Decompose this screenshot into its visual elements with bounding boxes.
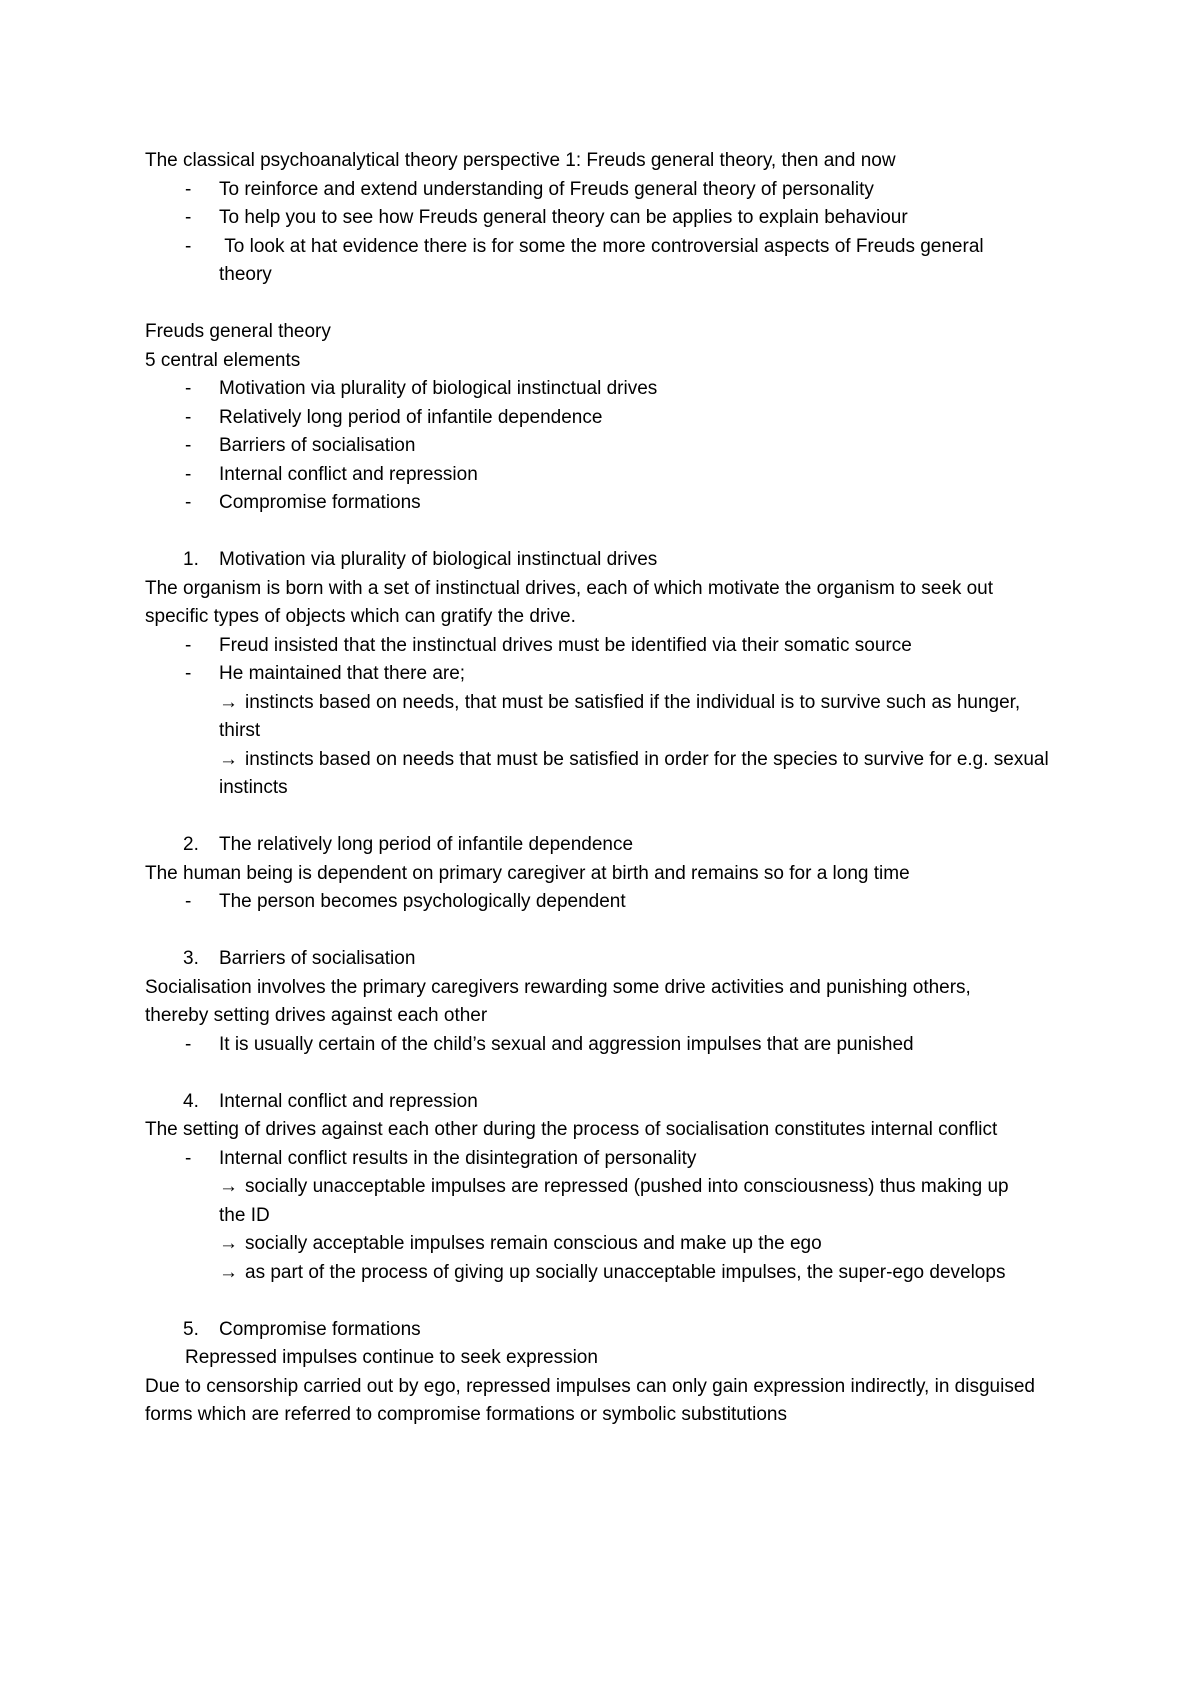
- arrow-text: socially acceptable impulses remain conscious and make up the ego: [245, 1233, 822, 1254]
- section-2-paragraph: The human being is dependent on primary caregiver at birth and remains so for a long time: [145, 862, 910, 884]
- section-2-heading: [145, 831, 1065, 860]
- intro-bullet-text: To help you to see how Freuds general theory can be applies to explain behaviour: [219, 207, 908, 228]
- dash-marker: -: [185, 663, 192, 684]
- section-title: Motivation via plurality of biological instinctual drives: [219, 549, 658, 570]
- dash-marker: -: [185, 178, 192, 200]
- bullet-text: Freud insisted that the instinctual drives must be identified via their somatic source: [219, 634, 912, 656]
- section-3-bullet: [145, 1031, 1065, 1060]
- arrow-text: instincts based on needs, that must be satisfied if the individual is to survive such as hunger, thirst: [219, 691, 1021, 741]
- section-2-bullet: [145, 888, 1065, 917]
- dash-marker: -: [185, 207, 192, 228]
- element-bullet: [145, 489, 1065, 518]
- dash-marker: -: [185, 463, 192, 485]
- section-4-arrow-item: [145, 1230, 1065, 1259]
- section-4-bullet: [145, 1145, 1065, 1174]
- element-bullet: [145, 432, 1065, 461]
- intro-bullet: [145, 233, 1019, 290]
- dash-marker: -: [185, 891, 192, 912]
- section-title: Internal conflict and repression: [219, 1090, 478, 1112]
- intro-bullet: [145, 204, 1065, 233]
- section-title: Compromise formations: [219, 1318, 421, 1340]
- element-text: Compromise formations: [219, 492, 421, 513]
- dash-marker: -: [185, 378, 192, 399]
- element-bullet: [145, 461, 1065, 490]
- section-title: Barriers of socialisation: [219, 948, 416, 969]
- section-1-bullet: [145, 632, 1065, 661]
- document-body: [145, 147, 1065, 1430]
- section-4-heading: [145, 1088, 1065, 1117]
- intro-bullet-text: To look at hat evidence there is for some the more controversial aspects of Freuds general theory: [219, 235, 989, 285]
- section-5-heading: [145, 1316, 1065, 1345]
- intro-bullet: [145, 176, 1065, 205]
- section-4-paragraph: The setting of drives against each other during the process of socialisation constitutes internal conflict: [145, 1119, 998, 1140]
- element-bullet: [145, 375, 1065, 404]
- intro-bullet-text: To reinforce and extend understanding of Freuds general theory of personality: [219, 178, 874, 200]
- section-1-heading: [145, 546, 1065, 575]
- bullet-text: Internal conflict results in the disintegration of personality: [219, 1147, 697, 1169]
- section-title: The relatively long period of infantile dependence: [219, 834, 634, 855]
- section-5-paragraph: Due to censorship carried out by ego, repressed impulses can only gain expression indirectly, in disguised forms which are referred to compromise formations or symbolic substitutions: [145, 1375, 1035, 1425]
- section-number: 3.: [183, 948, 199, 969]
- section-3-paragraph: Socialisation involves the primary caregivers rewarding some drive activities and punishing others, thereby setting drives against each other: [145, 976, 971, 1026]
- element-text: Relatively long period of infantile dependence: [219, 406, 603, 428]
- bullet-text: It is usually certain of the child’s sexual and aggression impulses that are punished: [219, 1033, 914, 1055]
- section-4-arrow-item: [145, 1259, 1039, 1288]
- dash-marker: -: [185, 492, 192, 513]
- arrow-icon: →: [219, 691, 238, 713]
- arrow-text: as part of the process of giving up socially unacceptable impulses, the super-ego develops: [245, 1261, 1006, 1283]
- section-number: 2.: [183, 834, 199, 855]
- section-1-paragraph: The organism is born with a set of instinctual drives, each of which motivate the organism to seek out specific types of objects which can gratify the drive.: [145, 577, 994, 627]
- dash-marker: -: [185, 435, 192, 456]
- general-subheading: 5 central elements: [145, 349, 301, 371]
- dash-marker: -: [185, 1033, 192, 1055]
- section-1-arrow-item: [145, 689, 1039, 746]
- dash-marker: -: [185, 1147, 192, 1169]
- section-1-arrow-item: [145, 746, 1049, 803]
- general-heading: Freuds general theory: [145, 321, 331, 342]
- arrow-text: socially unacceptable impulses are repressed (pushed into consciousness) thus making up the ID: [219, 1176, 1009, 1226]
- element-bullet: [145, 404, 1065, 433]
- arrow-icon: →: [219, 1233, 238, 1254]
- section-3-heading: [145, 945, 1065, 974]
- arrow-text: instincts based on needs that must be satisfied in order for the species to survive for e.g. sexual instincts: [219, 748, 1049, 798]
- section-number: 1.: [183, 549, 199, 570]
- bullet-text: The person becomes psychologically dependent: [219, 891, 626, 912]
- dash-marker: -: [185, 406, 192, 428]
- element-text: Barriers of socialisation: [219, 435, 416, 456]
- section-1-bullet: [145, 660, 1065, 689]
- element-text: Motivation via plurality of biological instinctual drives: [219, 378, 658, 399]
- section-4-arrow-item: [145, 1173, 1019, 1230]
- arrow-icon: →: [219, 748, 238, 770]
- arrow-icon: →: [219, 1176, 238, 1197]
- bullet-text: He maintained that there are;: [219, 663, 466, 684]
- dash-marker: -: [185, 235, 192, 257]
- dash-marker: -: [185, 634, 192, 656]
- section-number: 4.: [183, 1090, 199, 1112]
- section-number: 5.: [183, 1318, 199, 1340]
- element-text: Internal conflict and repression: [219, 463, 478, 485]
- document-title: The classical psychoanalytical theory perspective 1: Freuds general theory, then and now: [145, 150, 896, 171]
- section-5-subline: Repressed impulses continue to seek expression: [185, 1347, 598, 1368]
- arrow-icon: →: [219, 1261, 238, 1283]
